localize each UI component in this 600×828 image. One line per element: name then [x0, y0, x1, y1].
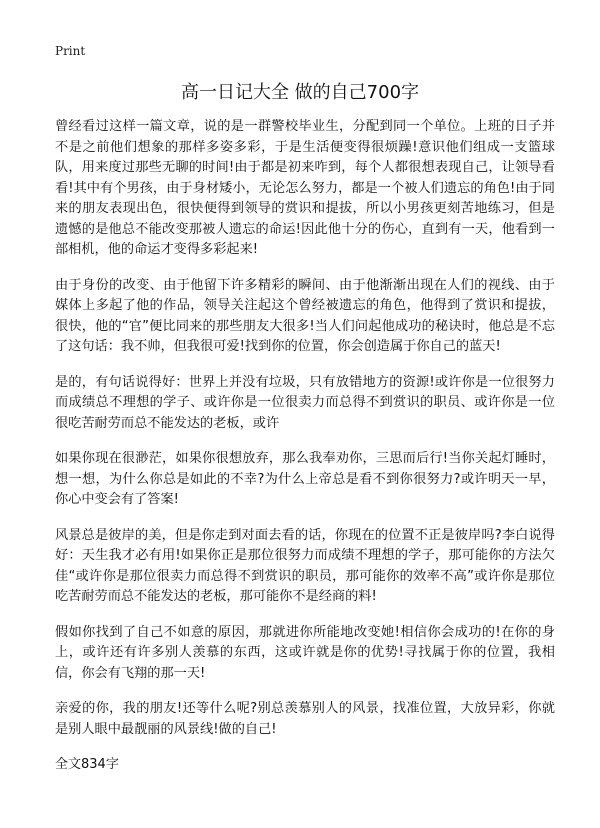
article-title: 高一日记大全 做的自己700字 [180, 82, 420, 103]
paragraph-4: 如果你现在很渺茫，如果你很想放弃，那么我奉劝你，三思而后行!当你关起灯睡时，想一想，为什么你总是如此的不幸?为什么上帝总是看不到你很努力?或许明天一早，你心中变会有了答案! [55, 451, 555, 507]
paragraph-2: 由于身份的改变、由于他留下许多精彩的瞬间、由于他渐渐出现在人们的视线、由于媒体上多起了他的作品，领导关注起这个曾经被遗忘的角色，他得到了赏识和提拔，很快，他的“官”便比同来的那些朋友大很多!当人们问起他成功的秘诀时，他总是不忘了这句话：我不帅，但我很可爱!找到你的位置，你会创造属于你自己的蓝天! [55, 277, 555, 354]
paragraph-7: 亲爱的你，我的朋友!还等什么呢?别总羡慕别人的风景，找准位置，大放异彩，你就是别人眼中最靓丽的风景线!做的自己! [55, 701, 555, 737]
paragraph-3: 是的，有句话说得好：世界上并没有垃圾，只有放错地方的资源!或许你是一位很努力而成绩总不理想的学子、或许你是一位很卖力而总得不到赏识的职员、或许你是一位很吃苦耐劳而总不能发达的老板，或许 [55, 374, 555, 431]
paragraph-6: 假如你找到了自己不如意的原因，那就进你所能地改变她!相信你会成功的!在你的身上，或许还有许多别人羡慕的东西，这或许就是你的优势!寻找属于你的位置，我相信，你会有飞翔的那一天! [55, 624, 555, 681]
paragraph-1: 曾经看过这样一篇文章，说的是一群警校毕业生，分配到同一个单位。上班的日子并不是之前他们想象的那样多姿多彩，于是生活便变得很烦躁!意识他们组成一支篮球队，用来度过那些无聊的时间!由于都是初来咋到，每个人都很想表现自己，让领导看看!其中有个男孩，由于身材矮小，无论怎么努力，都是一个被人们遗忘的角色!由于同来的朋友表现出色，很快便得到领导的赏识和提拔，所以小男孩更刻苦地练习，但是遗憾的是他总不能改变那被人遗忘的命运!因此他十分的伤心，直到有一天，他看到一部相机，他的命运才变得多彩起来! [55, 119, 555, 257]
paragraph-5: 风景总是彼岸的美，但是你走到对面去看的话，你现在的位置不正是彼岸吗?李白说得好：天生我才必有用!如果你正是那位很努力而成绩不理想的学子，那可能你的方法欠佳“或许你是那位很卖力而总得不到赏识的职员，那可能你的效率不高”或许你是那位吃苦耐劳而总不能发达的老板，那可能你不是经商的料! [55, 527, 555, 604]
word-count: 全文834字 [55, 757, 119, 772]
print-link[interactable]: Print [55, 44, 86, 58]
article-body [55, 117, 555, 775]
